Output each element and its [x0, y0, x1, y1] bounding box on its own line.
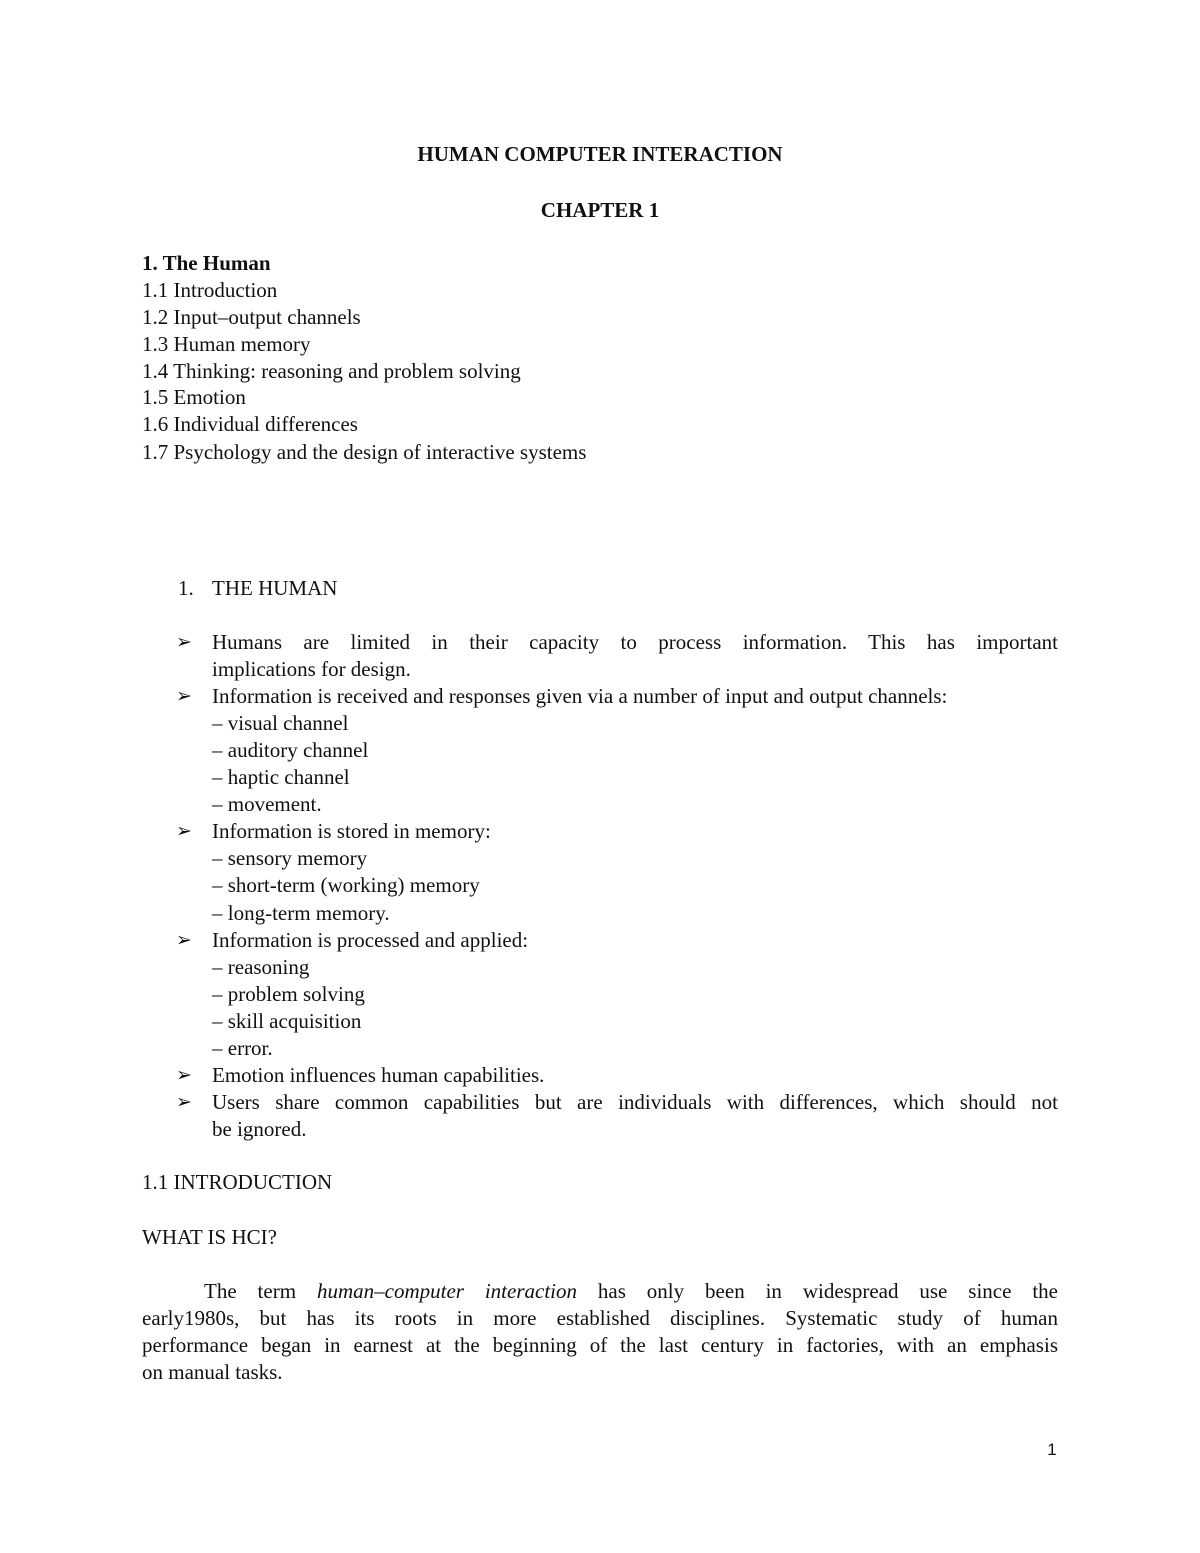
toc-item: 1.5 Emotion	[142, 385, 246, 409]
paragraph-line: early1980s, but has its roots in more established disciplines. Systematic study of human	[142, 1306, 1058, 1330]
section-title: THE HUMAN	[212, 576, 338, 600]
bullet-text: Information is processed and applied:	[212, 928, 529, 952]
bullet-text: be ignored.	[212, 1117, 307, 1141]
chapter-heading: CHAPTER 1	[540, 198, 660, 222]
toc-heading: 1. The Human	[142, 251, 271, 275]
question-heading: WHAT IS HCI?	[142, 1225, 277, 1249]
bullet-text: Humans are limited in their capacity to process information. This has important	[212, 630, 1058, 654]
bullet-text: Information is stored in memory:	[212, 819, 491, 843]
sub-item: – haptic channel	[212, 765, 350, 789]
toc-item: 1.7 Psychology and the design of interactive systems	[142, 440, 587, 464]
arrow-bullet-icon: ➢	[176, 1064, 192, 1086]
sub-item: – short-term (working) memory	[212, 873, 480, 897]
page-number: 1	[1047, 1440, 1057, 1459]
arrow-bullet-icon: ➢	[176, 820, 192, 842]
bullet-text: implications for design.	[212, 657, 411, 681]
paragraph-text: has only been in widespread use since the	[577, 1279, 1058, 1303]
sub-item: – movement.	[212, 792, 322, 816]
arrow-bullet-icon: ➢	[176, 631, 192, 653]
bullet-text: Information is received and responses given via a number of input and output channels:	[212, 684, 948, 708]
document-title: HUMAN COMPUTER INTERACTION	[417, 142, 783, 166]
sub-item: – sensory memory	[212, 846, 368, 870]
arrow-bullet-icon: ➢	[176, 685, 192, 707]
toc-item: 1.4 Thinking: reasoning and problem solving	[142, 359, 521, 383]
paragraph-line	[142, 1278, 1058, 1305]
toc-item: 1.1 Introduction	[142, 278, 278, 302]
arrow-bullet-icon: ➢	[176, 1091, 192, 1113]
bullet-text: Emotion influences human capabilities.	[212, 1063, 545, 1087]
arrow-bullet-icon: ➢	[176, 929, 192, 951]
intro-heading: 1.1 INTRODUCTION	[142, 1170, 333, 1194]
intro-paragraph	[142, 1278, 1058, 1386]
sub-item: – auditory channel	[212, 738, 369, 762]
paragraph-line: performance began in earnest at the beginning of the last century in factories, with an emphasis	[142, 1333, 1058, 1357]
toc-item: 1.3 Human memory	[142, 332, 311, 356]
sub-item: – error.	[212, 1036, 273, 1060]
toc-item: 1.6 Individual differences	[142, 412, 358, 436]
paragraph-italic-term: human–computer interaction	[316, 1279, 577, 1303]
sub-item: – problem solving	[212, 982, 365, 1006]
bullet-text: Users share common capabilities but are individuals with differences, which should not	[212, 1090, 1058, 1114]
sub-item: – visual channel	[212, 711, 349, 735]
paragraph-line: on manual tasks.	[142, 1360, 283, 1384]
section-number: 1.	[178, 576, 194, 600]
paragraph-text: The term	[204, 1279, 317, 1303]
sub-item: – skill acquisition	[212, 1009, 362, 1033]
toc-item: 1.2 Input–output channels	[142, 305, 361, 329]
sub-item: – long-term memory.	[212, 901, 390, 925]
sub-item: – reasoning	[212, 955, 310, 979]
